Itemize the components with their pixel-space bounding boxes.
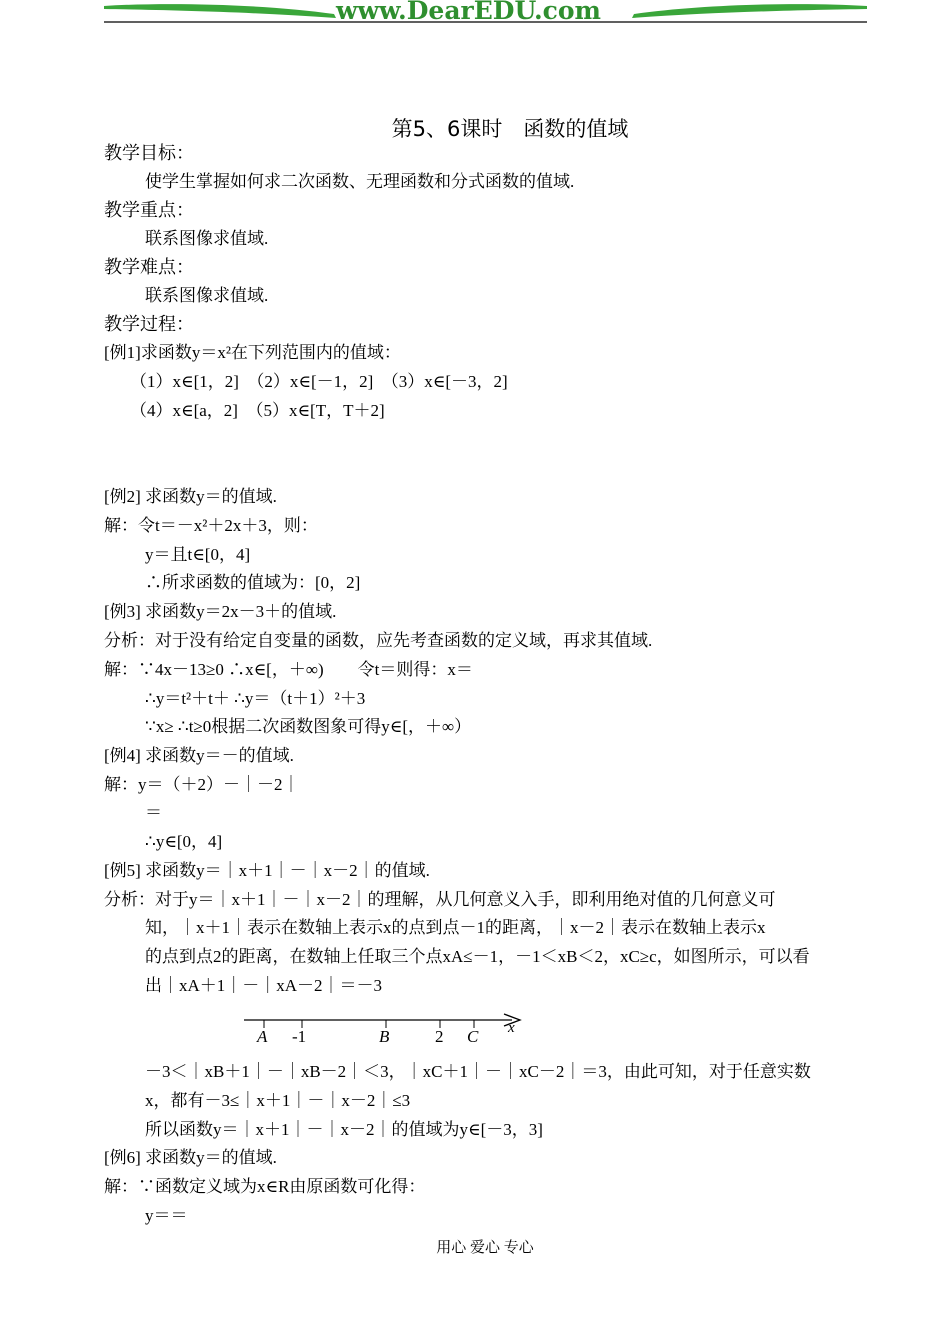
page-footer: 用心 爱心 专心	[436, 1240, 534, 1256]
example-1-cases-b: （4）x∈[a，2] （5）x∈[T，T＋2]	[130, 401, 385, 420]
banner-url: www.DearEDU.com	[336, 0, 602, 25]
tick-label-minus-1: -1	[292, 1027, 307, 1046]
example-6-step-2: y＝＝	[145, 1206, 188, 1225]
example-5-analysis-2: 知，｜x＋1｜表示在数轴上表示x的点到点－1的距离，｜x－2｜表示在数轴上表示x	[145, 918, 766, 937]
point-label-b: B	[379, 1027, 390, 1046]
example-2: [例2] 求函数y＝的值域.	[104, 487, 277, 506]
difficult-text: 联系图像求值域.	[145, 286, 269, 305]
example-1-cases-a: （1）x∈[1，2] （2）x∈[－1，2] （3）x∈[－3，2]	[130, 372, 508, 391]
axis-label-x: x	[508, 1020, 515, 1036]
process-heading: 教学过程：	[104, 314, 194, 335]
example-5-analysis-4: 出｜xA＋1｜－｜xA－2｜＝－3	[145, 976, 383, 995]
site-banner	[104, 0, 867, 26]
example-4-step-2: ＝	[145, 803, 162, 822]
goal-text: 使学生掌握如何求二次函数、无理函数和分式函数的值域.	[145, 172, 575, 191]
example-4-step-3: ∴y∈[0，4]	[145, 832, 223, 851]
tick-label-2: 2	[435, 1027, 444, 1046]
key-heading: 教学重点：	[104, 200, 194, 221]
example-3-step-1: 解：∵4x－13≥0 ∴x∈[，＋∞) 令t＝则得：x＝	[104, 660, 473, 679]
page-title: 第5、6课时 函数的值域	[391, 117, 629, 141]
example-5-conclusion-1: －3＜｜xB＋1｜－｜xB－2｜＜3，｜xC＋1｜－｜xC－2｜＝3，由此可知，对于任意实数	[145, 1062, 811, 1081]
example-5-analysis-3: 的点到点2的距离，在数轴上任取三个点xA≤－1，－1＜xB＜2，xC≥c，如图所示，可以看	[145, 947, 810, 966]
example-5-conclusion-3: 所以函数y＝｜x＋1｜－｜x－2｜的值域为y∈[－3，3]	[145, 1120, 543, 1139]
example-5-analysis-1: 分析：对于y＝｜x＋1｜－｜x－2｜的理解，从几何意义入手，即利用绝对值的几何意义可	[104, 890, 776, 909]
number-line-figure	[240, 1008, 530, 1053]
difficult-heading: 教学难点：	[104, 257, 194, 278]
point-label-c: C	[467, 1027, 479, 1046]
example-3-step-2: ∴y＝t²＋t＋ ∴y＝（t＋1）²＋3	[145, 689, 366, 708]
example-4-step-1: 解：y＝（＋2）－｜－2｜	[104, 775, 300, 794]
key-text: 联系图像求值域.	[145, 229, 269, 248]
example-1: [例1]求函数y＝x²在下列范围内的值域：	[104, 343, 401, 362]
goal-heading: 教学目标：	[104, 143, 194, 164]
example-3: [例3] 求函数y＝2x－3＋的值域.	[104, 602, 337, 621]
example-2-step-2: y＝且t∈[0，4]	[145, 545, 251, 564]
example-5-conclusion-2: x，都有－3≤｜x＋1｜－｜x－2｜≤3	[145, 1091, 411, 1110]
example-3-analysis: 分析：对于没有给定自变量的函数，应先考查函数的定义域，再求其值域.	[104, 631, 653, 650]
example-3-step-3: ∵x≥ ∴t≥0根据二次函数图象可得y∈[，＋∞）	[145, 717, 472, 736]
example-2-step-3: ∴所求函数的值域为：[0，2]	[145, 573, 361, 592]
example-2-step-1: 解：令t＝－x²＋2x＋3，则：	[104, 516, 318, 535]
point-label-a: A	[257, 1027, 268, 1046]
example-6-step-1: 解：∵函数定义域为x∈R由原函数可化得：	[104, 1177, 426, 1196]
example-6: [例6] 求函数y＝的值域.	[104, 1148, 277, 1167]
example-5: [例5] 求函数y＝｜x＋1｜－｜x－2｜的值域.	[104, 861, 430, 880]
example-4: [例4] 求函数y＝－的值域.	[104, 746, 294, 765]
